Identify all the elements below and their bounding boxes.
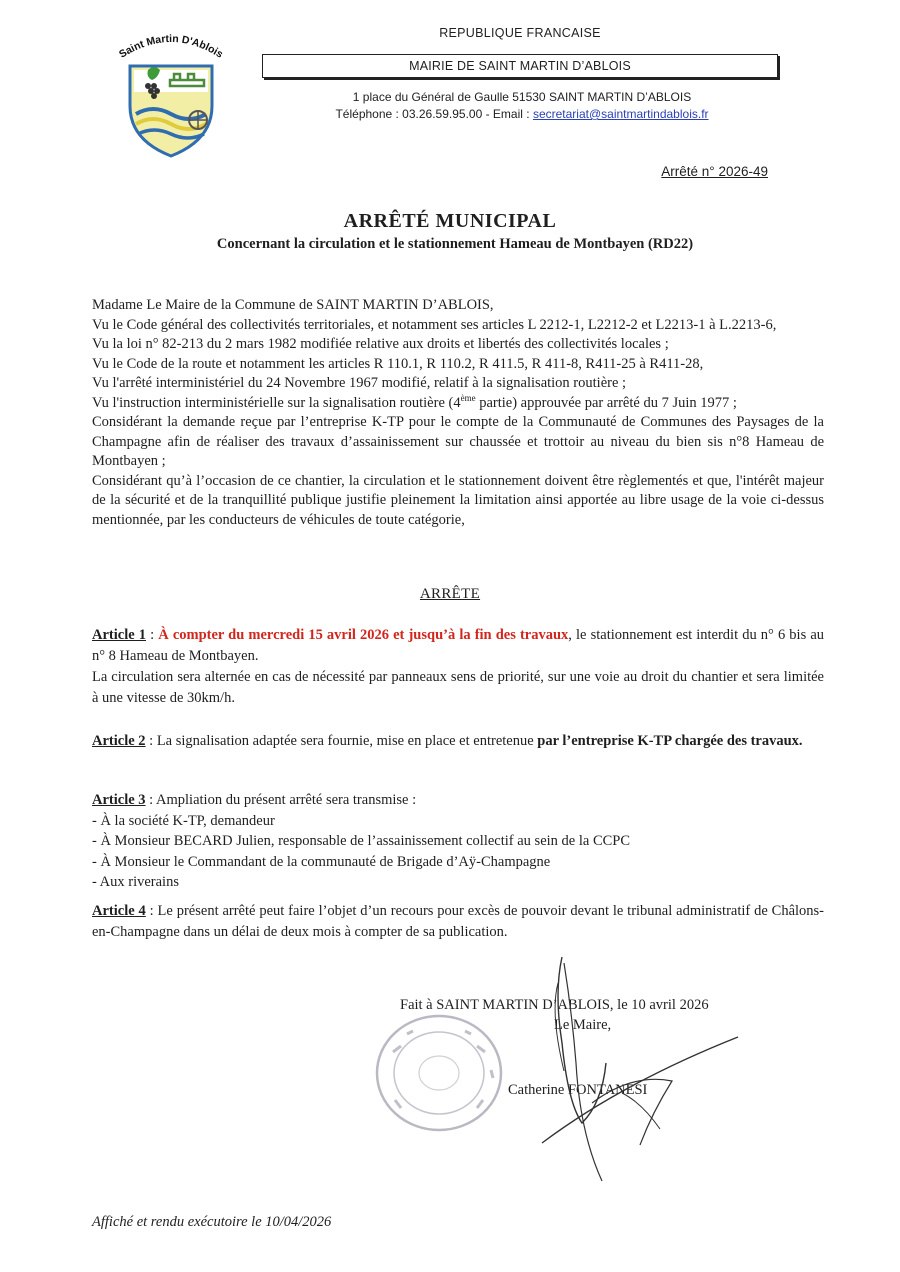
article-bold-text: par l’entreprise K-TP chargée des travaux. [537, 733, 803, 749]
article-1-para [92, 625, 824, 667]
article-label: Article 2 [92, 733, 146, 749]
document-title: ARRÊTÉ MUNICIPAL [343, 210, 557, 232]
seal-stamp-icon [373, 1012, 505, 1134]
republic-heading: REPUBLIQUE FRANCAISE [439, 26, 601, 40]
preamble-line: Considérant la demande reçue par l’entreprise K-TP pour le compte de la Communauté de Communes des Paysages de la Champagne afin de réaliser des travaux d’assainissement sur chaussée et trottoir au niveau du bien sis n°8 Hameau de Montbayen ; [92, 414, 824, 469]
preamble-line: Vu la loi n° 82-213 du 2 mars 1982 modifiée relative aux droits et libertés des collectivités locales ; [92, 336, 669, 352]
preamble-text: partie) approuvée par arrêté du 7 Juin 1977 ; [475, 394, 737, 411]
signer-role: Le Maire, [554, 1017, 612, 1033]
article-label: Article 4 [92, 903, 146, 919]
email-link[interactable]: secretariat@saintmartindablois.fr [532, 107, 709, 121]
preamble-line [92, 394, 824, 414]
handwritten-signature [502, 953, 752, 1185]
article-3 [92, 790, 824, 893]
preamble-text: Vu l'instruction interministérielle sur la signalisation routière (4 [92, 394, 461, 411]
arrete-number: Arrêté n° 2026-49 [661, 164, 768, 179]
commune-logo [108, 22, 234, 162]
mairie-name-box: MAIRIE DE SAINT MARTIN D’ABLOIS [262, 54, 778, 78]
superscript: ème [460, 392, 476, 403]
official-seal [373, 1012, 505, 1134]
arrete-heading: ARRÊTE [419, 586, 481, 602]
signature-place-date: Fait à SAINT MARTIN D’ABLOIS, le 10 avril 2026 [400, 997, 709, 1013]
article-label: Article 3 [92, 792, 146, 808]
preamble-line: Vu le Code de la route et notamment les articles R 110.1, R 110.2, R 411.5, R 411-8, R411-25 à R411-28, [92, 355, 704, 372]
article-text: : La signalisation adaptée sera fournie, mise en place et entretenue [145, 733, 538, 749]
preamble [92, 296, 824, 530]
phone-line [262, 106, 782, 123]
preamble-line: Madame Le Maire de la Commune de SAINT MARTIN D’ABLOIS, [92, 297, 494, 313]
recipient-item: - Aux riverains [92, 874, 179, 890]
article-2 [92, 731, 824, 752]
signature-icon [502, 953, 752, 1185]
article-4 [92, 901, 824, 943]
separator: : [146, 627, 159, 643]
article-label: Article 1 [92, 627, 147, 643]
svg-text:Saint Martin D'Ablois [117, 33, 225, 61]
posting-footer: Affiché et rendu exécutoire le 10/04/2026 [92, 1214, 332, 1230]
date-highlight: À compter du mercredi 15 avril 2026 et jusqu’à la fin des travaux [158, 627, 569, 643]
article-1-para-2: La circulation sera alternée en cas de nécessité par panneaux sens de priorité, sur une voie au droit du chantier et sera limitée à une vitesse de 30km/h. [92, 669, 824, 706]
logo-text: Saint Martin D'Ablois [116, 32, 226, 61]
address-line: 1 place du Général de Gaulle 51530 SAINT MARTIN D’ABLOIS [352, 90, 692, 104]
recipient-item: - À la société K-TP, demandeur [92, 812, 275, 829]
preamble-line: Vu le Code général des collectivités territoriales, et notamment ses articles L 2212-1, L2212-2 et L2213-1 à L.2213-6, [92, 316, 777, 333]
article-text: , le stationnement est interdit du n° 6 bis au n° 8 Hameau de Montbayen. [92, 627, 824, 664]
preamble-line: Considérant qu’à l’occasion de ce chantier, la circulation et le stationnement doivent être règlementés et que, l'intérêt majeur de la sécurité et de la tranquillité publique justifie pleinement la limitation ainsi apportée au libre usage de la voie ci-dessus mentionnée, par les conducteurs de véhicules de toute catégorie, [92, 472, 824, 528]
article-1 [92, 625, 824, 709]
article-text: : Le présent arrêté peut faire l’objet d’un recours pour excès de pouvoir devant le tribunal administratif de Châlons-en-Champagne dans un délai de deux mois à compter de sa publication. [92, 903, 825, 940]
document-subtitle: Concernant la circulation et le stationnement Hameau de Montbayen (RD22) [216, 236, 694, 252]
phone-text: Téléphone : 03.26.59.95.00 - Email : [335, 107, 533, 121]
recipient-item: - À Monsieur BECARD Julien, responsable de l’assainissement collectif au sein de la CCPC [92, 833, 631, 849]
contact-block [262, 89, 782, 123]
preamble-line: Vu l'arrêté interministériel du 24 Novembre 1967 modifié, relatif à la signalisation routière ; [92, 375, 627, 391]
article-text: : Ampliation du présent arrêté sera transmise : [145, 792, 417, 808]
recipient-item: - À Monsieur le Commandant de la communauté de Brigade d’Aÿ-Champagne [92, 853, 551, 870]
coat-of-arms-icon [108, 22, 234, 162]
signer-name: Catherine FONTANESI [508, 1082, 648, 1098]
